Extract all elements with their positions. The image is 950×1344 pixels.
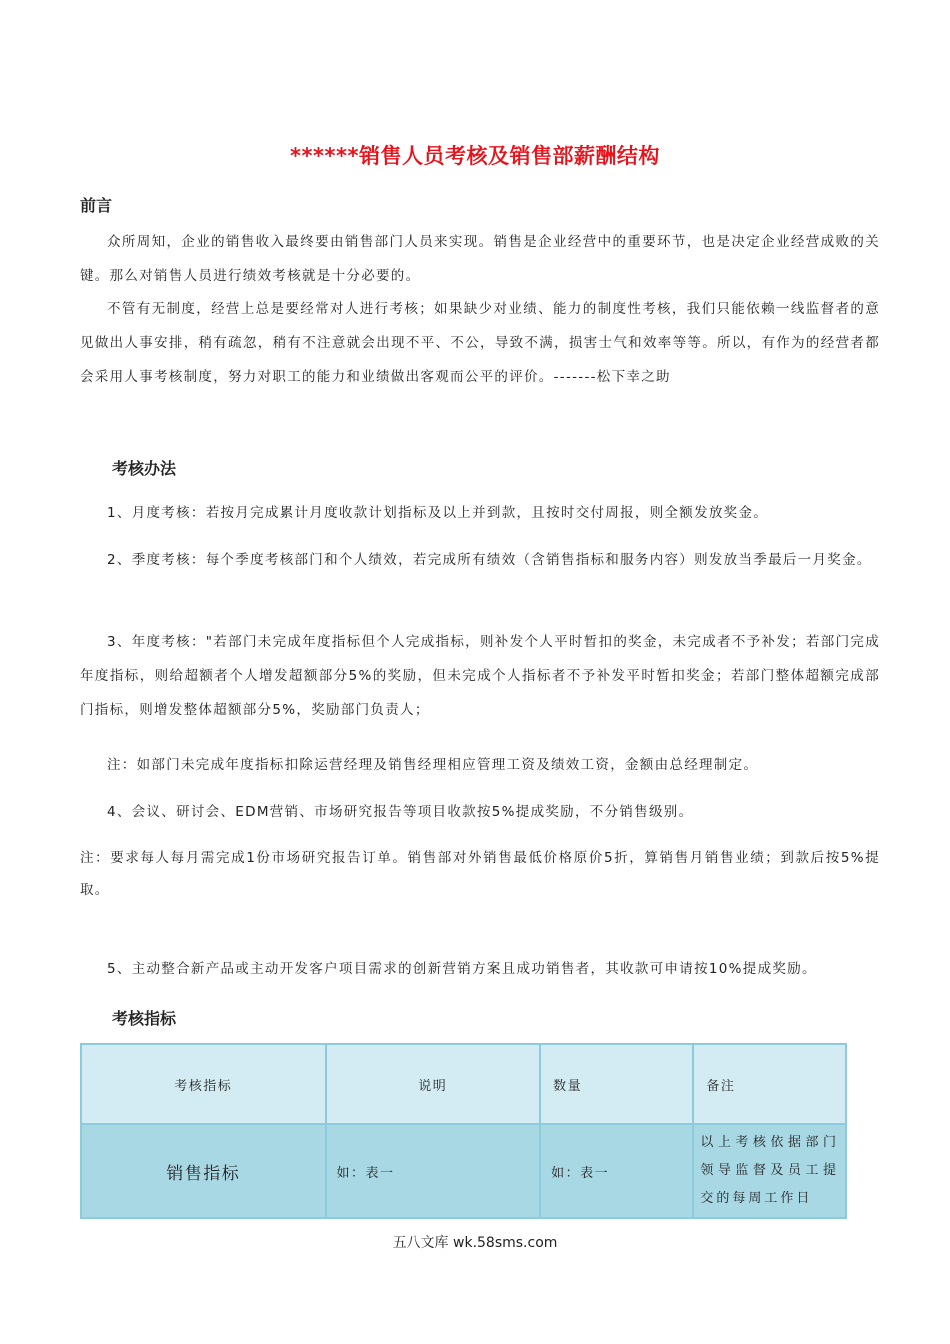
method-item-4: 4、会议、研讨会、EDM营销、市场研究报告等项目收款按5%提成奖励，不分销售级别。 bbox=[107, 804, 694, 820]
method-item-3: 3、年度考核："若部门未完成年度指标但个人完成指标，则补发个人平时暂扣的奖金，未完成者不予补发；若部门完成年度指标，则给超额者个人增发超额部分5%的奖励，但未完成个人指标者不予补发平时暂扣奖金；若部门整体超额完成部门指标，则增发整体超额部分5%，奖励部门负责人； bbox=[80, 634, 880, 718]
method-heading: 考核办法 bbox=[112, 459, 177, 478]
method-item-1: 1、月度考核：若按月完成累计月度收款计划指标及以上并到款，且按时交付周报，则全额发放奖金。 bbox=[107, 505, 769, 521]
preface-paragraph-1: 众所周知，企业的销售收入最终要由销售部门人员来实现。销售是企业经营中的重要环节，也是决定企业经营成败的关键。那么对销售人员进行绩效考核就是十分必要的。 bbox=[80, 234, 880, 284]
table-header-cell: 考核指标 bbox=[81, 1044, 326, 1124]
footer-watermark: 五八文库 wk.58sms.com bbox=[392, 1235, 558, 1251]
table-header-cell: 说明 bbox=[326, 1044, 541, 1124]
metrics-heading: 考核指标 bbox=[112, 1009, 177, 1028]
table-cell: 如：表一 bbox=[326, 1124, 541, 1218]
table-header-row bbox=[81, 1044, 846, 1124]
method-note-2: 注：要求每人每月需完成1份市场研究报告订单。销售部对外销售最低价格原价5折，算销售月销售业绩；到款后按5%提取。 bbox=[80, 850, 880, 898]
method-note-1: 注：如部门未完成年度指标扣除运营经理及销售经理相应管理工资及绩效工资，金额由总经理制定。 bbox=[107, 757, 759, 773]
table-header-cell: 备注 bbox=[693, 1044, 846, 1124]
method-item-5: 5、主动整合新产品或主动开发客户项目需求的创新营销方案且成功销售者，其收款可申请按10%提成奖励。 bbox=[107, 961, 817, 977]
table-cell: 如：表一 bbox=[540, 1124, 693, 1218]
table-cell: 销售指标 bbox=[81, 1124, 326, 1218]
table-cell: 以上考核依据部门领导监督及员工提交的每周工作日 bbox=[693, 1124, 846, 1218]
metrics-table bbox=[80, 1043, 847, 1219]
preface-heading: 前言 bbox=[80, 196, 113, 215]
table-row bbox=[81, 1124, 846, 1218]
preface-paragraph-2: 不管有无制度，经营上总是要经常对人进行考核；如果缺少对业绩、能力的制度性考核，我们只能依赖一线监督者的意见做出人事安排，稍有疏忽，稍有不注意就会出现不平、不公，导致不满，损害士气和效率等等。所以，有作为的经营者都会采用人事考核制度，努力对职工的能力和业绩做出客观而公平的评价。-------松下幸之助 bbox=[80, 301, 880, 385]
method-item-2: 2、季度考核：每个季度考核部门和个人绩效，若完成所有绩效（含销售指标和服务内容）则发放当季最后一月奖金。 bbox=[107, 552, 872, 568]
document-title: ******销售人员考核及销售部薪酬结构 bbox=[290, 144, 660, 168]
table-header-cell: 数量 bbox=[540, 1044, 693, 1124]
